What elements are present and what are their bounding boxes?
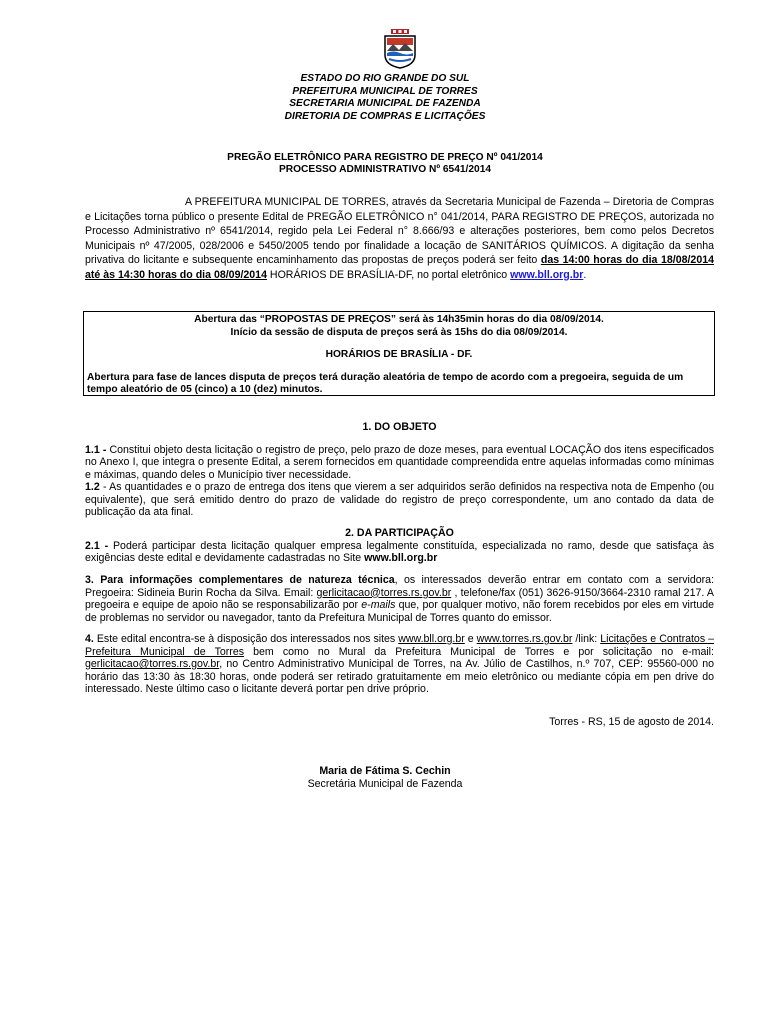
box-lances: Abertura para fase de lances disputa de preços terá duração aleatória de tempo de acordo com a pregoeira, seguida de um tempo aleatório de 05 (cinco) a 10 (dez) minutos. [87,371,684,395]
section-participacao-heading: 2. DA PARTICIPAÇÃO [345,527,454,539]
site-bll-link[interactable]: www.bll.org.br [398,633,465,645]
email-link[interactable]: gerlicitacao@torres.rs.gov.br [316,586,452,599]
bll-portal-link[interactable]: www.bll.org.br [510,268,584,281]
box-inicio-sessao: Início da sessão de disputa de preços será às 15hs do dia 08/09/2014. [230,326,568,338]
document-header [0,73,770,123]
title-pregao: PREGÃO ELETRÔNICO PARA REGISTRO DE PREÇO Nº 041/2014 [227,152,543,163]
section-objeto [85,421,714,519]
signature-name: Maria de Fátima S. Cechin [319,765,451,777]
site-torres-link[interactable]: www.torres.rs.gov.br [476,633,573,645]
header-diretoria: DIRETORIA DE COMPRAS E LICITAÇÕES [284,110,486,122]
municipal-crest-icon [383,29,417,69]
section-participacao [85,527,714,565]
deadline-text: das 14:00 horas do dia 18/08/2014 até às 14:30 horas do dia 08/09/2014 [85,254,715,281]
header-secretaria: SECRETARIA MUNICIPAL DE FAZENDA [289,98,481,109]
box-abertura: Abertura das “PROPOSTAS DE PREÇOS” será às 14h35min horas do dia 08/09/2014. [194,314,604,325]
header-prefeitura: PREFEITURA MUNICIPAL DE TORRES [292,85,478,97]
licitacoes-link[interactable]: Licitações e Contratos – Prefeitura Municipal de Torres [85,633,715,658]
header-state: ESTADO DO RIO GRANDE DO SUL [300,73,470,84]
intro-paragraph: A PREFEITURA MUNICIPAL DE TORRES, através da Secretaria Municipal de Fazenda – Diretoria de Compras e Licitações torna público o presente Edital de PREGÃO ELETRÔNICO n° 041/2014, PARA REGISTRO DE PREÇOS, autorizada no Processo Administrativo nº 6541/2014, regido pela Lei Federal n° 8.666/93 e alterações posteriores, bem como pelos Decretos Municipais nº 47/2005, 028/2006 e 5450/2005 tendo por finalidade a locação de SANITÁRIOS QUÍMICOS. A digitação da senha privativa do licitante e subsequente encaminhamento das propostas de preços poderá ser feito das 14:00 horas do dia 18/08/2014 até às 14:30 horas do dia 08/09/2014 HORÁRIOS DE BRASÍLIA-DF, no portal eletrônico www.bll.org.br. [85,196,715,281]
section-informacoes [85,574,714,624]
document-title [0,152,770,176]
item-4: 4. Este edital encontra-se à disposição dos interessados nos sites www.bll.org.br e www.torres.rs.gov.br /link: Licitações e Contratos – Prefeitura Municipal de Torres bem como no Mural da Prefeitura Municipal de Torres e por solicitação no e-mail: gerlicitacao@torres.rs.gov.br, no Centro Administrativo Municipal de Torres, na Av. Júlio de Castilhos, n.º 707, CEP: 95560-000 no horário das 13:30 às 18:30 horas, onde poderá ser retirado gratuitamente em meio eletrônico ou mediante cópia em pen drive do interessado. Neste último caso o licitante deverá portar pen drive próprio. [85,633,715,695]
signature-block [0,765,770,790]
section-objeto-heading: 1. DO OBJETO [362,421,437,433]
box-horarios: HORÁRIOS DE BRASÍLIA - DF. [325,349,473,360]
item-3: 3. Para informações complementares de natureza técnica, os interessados deverão entrar em contato com a servidora: Pregoeira: Sidineia Burin Rocha da Silva. Email: gerlicitacao@torres.rs.gov.br , telefone/fax (051) 3626-9150/3664-2310 ramal 217. A pregoeira e equipe de apoio não se responsabilizarão por e-mails que, por qualquer motivo, não forem recebidos por eles em virtude de problemas no servidor ou navegador, tanto da Prefeitura Municipal de Torres quanto do emissor. [85,574,715,624]
email-link-2[interactable]: gerlicitacao@torres.rs.gov.br [85,658,220,670]
item-2-1: 2.1 - Poderá participar desta licitação qualquer empresa legalmente constituída, especializada no ramo, desde que satisfaça às exigências deste edital e devidamente cadastradas no Site www.bll.org.br [85,539,714,564]
document-date: Torres - RS, 15 de agosto de 2014. [549,716,714,728]
item-1-1: 1.1 - Constitui objeto desta licitação o registro de preço, pelo prazo de doze meses, para eventual LOCAÇÃO dos itens especificados no Anexo I, que integra o presente Edital, a serem fornecidos em quantidade compreendida entre aquelas informadas como mínimas e máximas, quando deles o Município tiver necessidade. [85,443,714,481]
signature-role: Secretária Municipal de Fazenda [307,777,463,790]
item-1-2: 1.2 - As quantidades e o prazo de entrega dos itens que vierem a ser adquiridos serão definidos na respectiva nota de Empenho (ou equivalente), que será emitido dentro do prazo de validade do registro de preço correspondente, um ano contado da data de publicação da ata final. [85,481,714,518]
site-bll[interactable]: www.bll.org.br [364,552,438,564]
schedule-box [83,311,715,396]
section-edital [85,633,714,696]
title-processo: PROCESSO ADMINISTRATIVO Nº 6541/2014 [278,164,492,175]
